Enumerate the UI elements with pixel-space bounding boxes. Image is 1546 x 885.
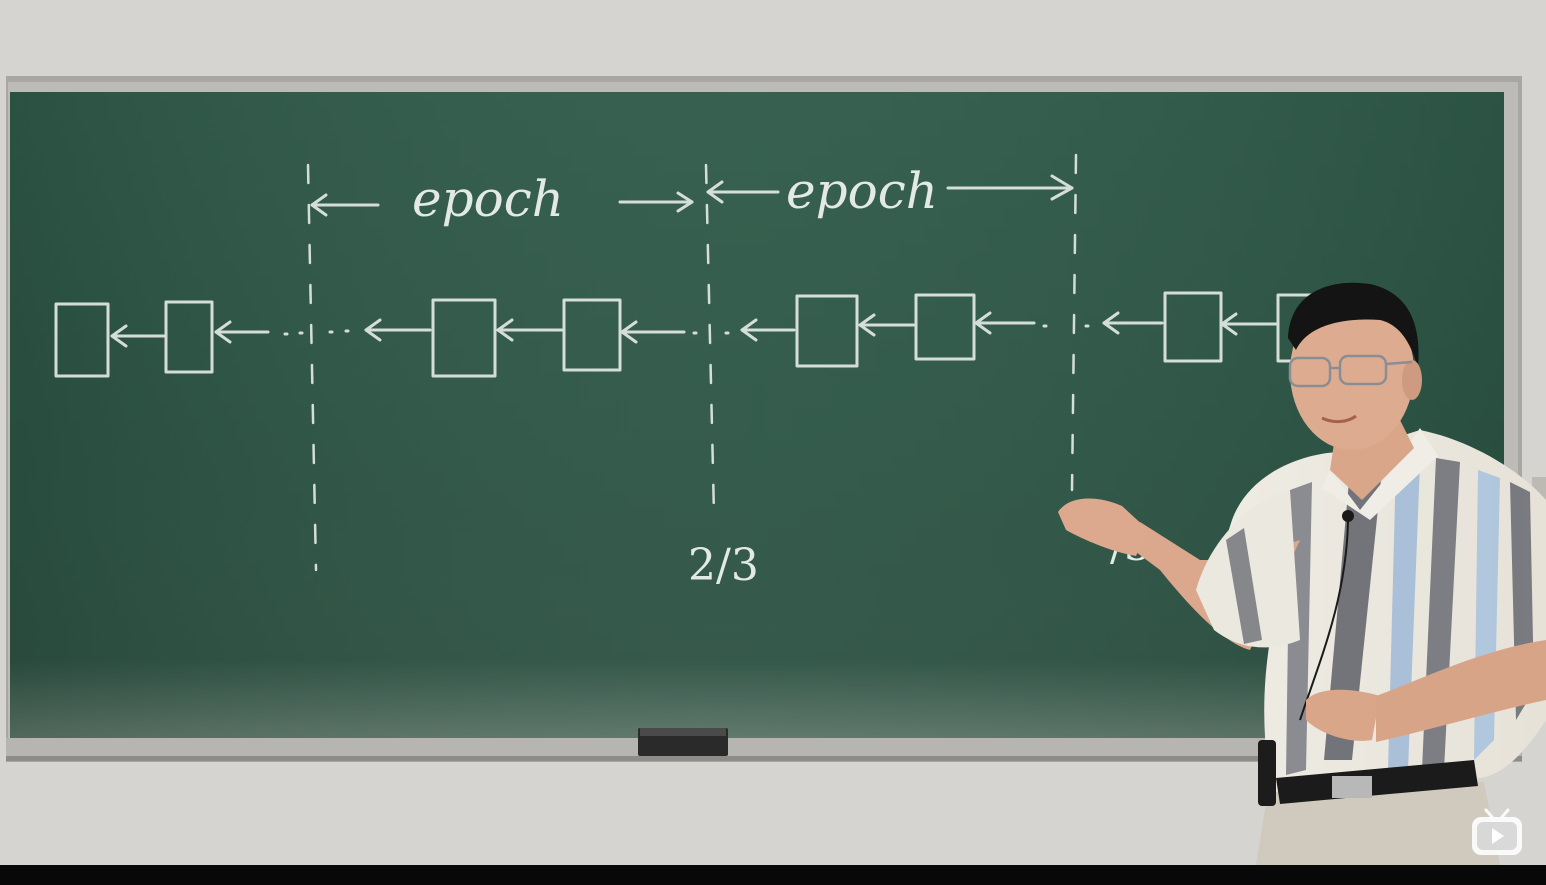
epoch-label-left: epoch [412,170,564,228]
fraction-label-middle: 2/3 [688,540,759,591]
letterbox-bar [0,865,1546,885]
video-play-icon[interactable] [1470,806,1524,858]
belt-pack [1258,740,1276,806]
presenter-ear [1402,360,1422,400]
epoch-label-right: epoch [786,162,938,220]
belt-buckle [1332,776,1372,798]
eraser-top [640,728,726,736]
lapel-microphone [1342,510,1354,522]
